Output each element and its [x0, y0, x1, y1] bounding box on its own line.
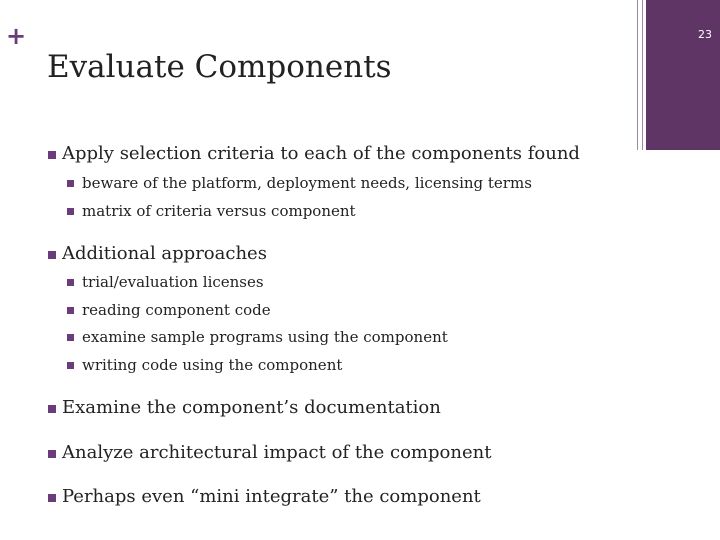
bullet-square-icon	[48, 251, 56, 259]
slide-title: Evaluate Components	[47, 49, 392, 85]
sub-bullet-item: writing code using the component	[82, 356, 343, 374]
bullet-square-icon	[67, 208, 74, 215]
bullet-square-icon	[67, 307, 74, 314]
bullet-square-icon	[48, 450, 56, 458]
sub-bullet-item: reading component code	[82, 301, 271, 319]
bullet-item: Additional approaches	[62, 243, 267, 264]
bullet-item: Examine the component’s documentation	[62, 397, 441, 418]
bullet-square-icon	[67, 180, 74, 187]
bullet-square-icon	[48, 494, 56, 502]
bullet-item: Apply selection criteria to each of the components found	[62, 143, 580, 164]
plus-icon: +	[6, 22, 27, 50]
sub-bullet-item: trial/evaluation licenses	[82, 273, 264, 291]
sub-bullet-item: matrix of criteria versus component	[82, 202, 356, 220]
bullet-square-icon	[67, 334, 74, 341]
bullet-item: Perhaps even “mini integrate” the component	[62, 486, 481, 507]
bullet-square-icon	[48, 405, 56, 413]
accent-divider-lines	[637, 0, 643, 150]
sub-bullet-item: beware of the platform, deployment needs, licensing terms	[82, 174, 532, 192]
bullet-item: Analyze architectural impact of the component	[62, 442, 492, 463]
bullet-square-icon	[48, 151, 56, 159]
bullet-square-icon	[67, 362, 74, 369]
sub-bullet-item: examine sample programs using the component	[82, 328, 448, 346]
slide-number: 23	[698, 28, 712, 41]
accent-block	[646, 0, 720, 150]
bullet-square-icon	[67, 279, 74, 286]
